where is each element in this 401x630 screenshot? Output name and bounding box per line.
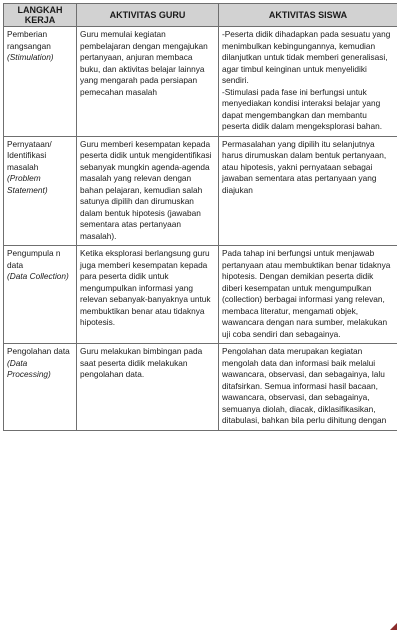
document-sheet: [3, 3, 397, 630]
table-row-problem-statement: [4, 136, 398, 246]
student-activity-paragraph: Pada tahap ini berfungsi untuk menjawab pertanyaan atau membuktikan benar tidaknya hipotesis. Dengan demikian peserta didik diberi kesempatan untuk mengumpulkan (collection) berbagai informasi yang relevan, membaca literatur, mengamati objek, wawancara dengan nara sumber, melakukan uji coba sendiri dan sebagainya.: [222, 248, 391, 339]
table-row-data-processing: [4, 344, 398, 431]
header-aktivitas-siswa: AKTIVITAS SISWA: [219, 4, 398, 27]
table-row-data-collection: [4, 246, 398, 344]
student-activity-cell: [219, 246, 398, 344]
teacher-activity-cell: Ketika eksplorasi berlangsung guru juga memberi kesempatan kepada para peserta didik untuk mengumpulkan informasi yang relevan sebanyak-banyaknya untuk membuktikan benar atau tidaknya hipotesis.: [77, 246, 219, 344]
stage-cell: [4, 344, 77, 431]
student-activity-paragraph: -Stimulasi pada fase ini berfungsi untuk menyediakan kondisi interaksi belajar yang dapat mengembangkan dan membantu peserta didik dalam mengeksplorasi bahan.: [222, 86, 383, 131]
header-aktivitas-guru: AKTIVITAS GURU: [77, 4, 219, 27]
page-corner-mark: [390, 623, 397, 630]
table-row-stimulation: [4, 27, 398, 137]
stage-english: (Data Collection): [7, 271, 69, 281]
stage-cell: [4, 246, 77, 344]
teacher-activity-cell: Guru melakukan bimbingan pada saat peserta didik melakukan pengolahan data.: [77, 344, 219, 431]
student-activity-paragraph: Permasalahan yang dipilih itu selanjutnya harus dirumuskan dalam bentuk pertanyaan, atau hipotesis, yakni pernyataan sebagai jawaban sementara atas pertanyaan yang diajukan: [222, 138, 387, 195]
header-langkah-kerja: LANGKAH KERJA: [4, 4, 77, 27]
stage-english: (Problem Statement): [7, 173, 48, 195]
stage-name: Pernyataan/ Identifikasi masalah: [7, 138, 52, 172]
student-activity-paragraph: -Peserta didik dihadapkan pada sesuatu yang menimbulkan kebingungannya, kemudian dilanjutkan untuk tidak memberi generalisasi, agar timbul keinginan untuk menyelidiki sendiri.: [222, 29, 391, 85]
stage-english: (Stimulation): [7, 52, 54, 62]
teacher-activity-cell: Guru memulai kegiatan pembelajaran dengan mengajukan pertanyaan, anjuran membaca buku, dan aktivitas belajar lainnya yang mengarah pada persiapan pemecahan masalah: [77, 27, 219, 137]
stage-english: (Data Processing): [7, 357, 51, 379]
student-activity-paragraph: Pengolahan data merupakan kegiatan mengolah data dan informasi baik melalui wawancara, observasi, dan sebagainya, lalu ditafsirkan. Semua informasi hasil bacaan, wawancara, observasi, dan sebagainya, semuanya diolah, diacak, diklasifikasikan, ditabulasi, bahkan bila perlu dihitung dengan: [222, 346, 387, 425]
teacher-activity-cell: Guru memberi kesempatan kepada peserta didik untuk mengidentifikasi sebanyak mungkin agenda-agenda masalah yang relevan dengan bahan pelajaran, kemudian salah satunya dipilih dan dirumuskan dalam bentuk hipotesis (jawaban sementara atas pertanyaan masalah).: [77, 136, 219, 246]
student-activity-cell: [219, 27, 398, 137]
stage-name: Pengumpula n data: [7, 248, 61, 270]
stage-name: Pengolahan data: [7, 346, 70, 356]
stage-cell: [4, 27, 77, 137]
student-activity-cell: [219, 344, 398, 431]
stage-cell: [4, 136, 77, 246]
learning-steps-table: [3, 3, 397, 431]
table-header-row: [4, 4, 398, 27]
stage-name: Pemberian rangsangan: [7, 29, 51, 51]
student-activity-cell: [219, 136, 398, 246]
